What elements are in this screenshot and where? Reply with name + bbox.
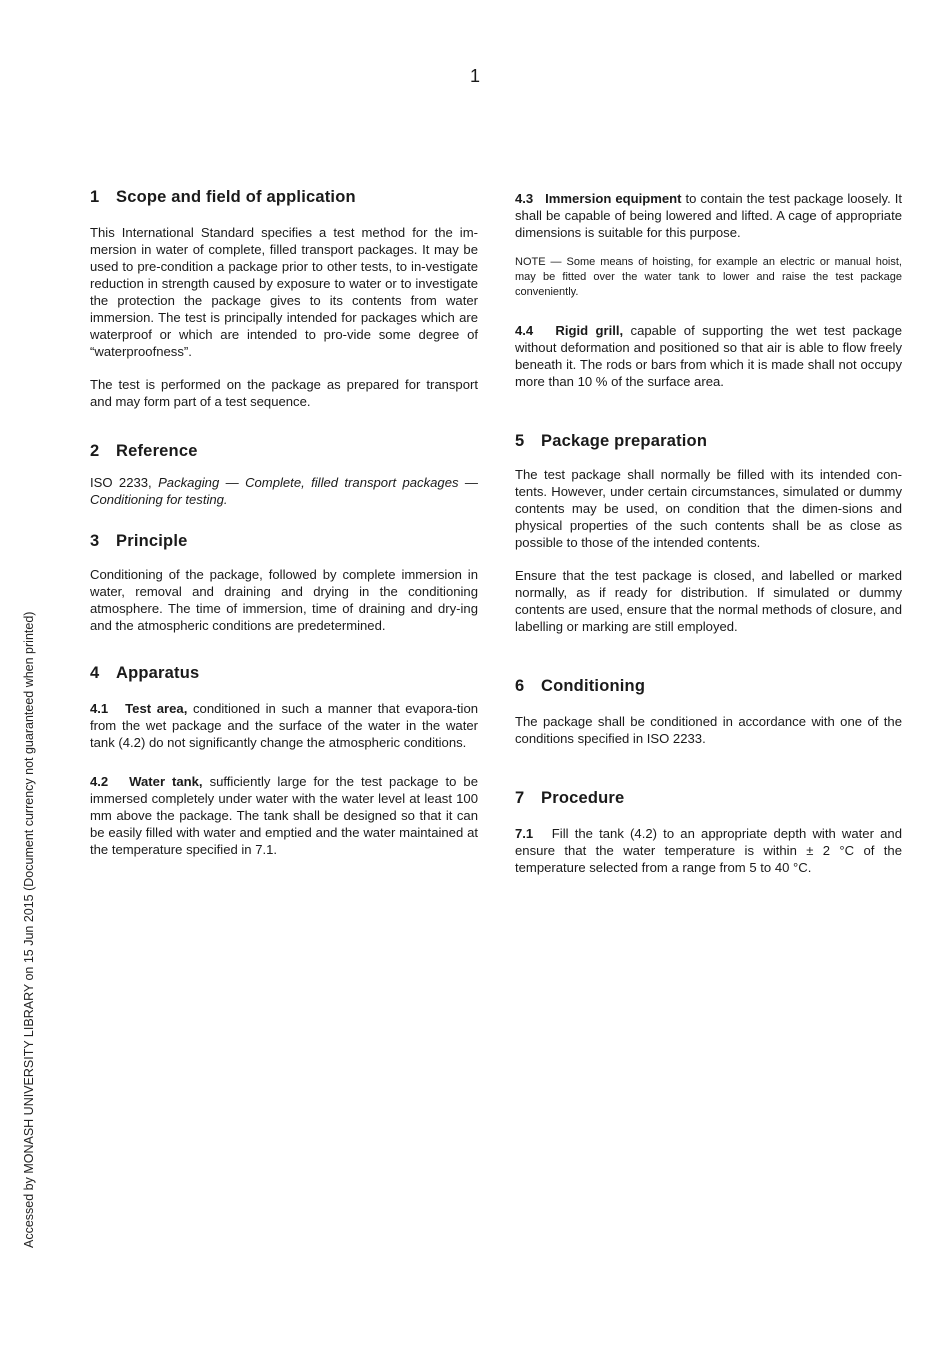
section-4-heading	[90, 662, 478, 684]
clause-heading: Immersion equipment	[545, 191, 682, 206]
clause-text: capable of supporting the wet test package without deformation and positioned so that air is able to flow freely beneath it. The rods or bars from which it is made shall not occupy more than 10 % of the surface area.	[515, 323, 902, 389]
section-number: 3	[90, 532, 100, 550]
reference-code: ISO 2233,	[90, 475, 152, 490]
section-title: Reference	[116, 442, 198, 460]
section-title: Scope and field of application	[116, 188, 356, 206]
clause-4-1	[90, 700, 478, 751]
section-5-heading	[515, 430, 902, 452]
clause-number: 4.1	[90, 701, 109, 716]
clause-4-2	[90, 773, 478, 858]
section-number: 5	[515, 432, 525, 450]
section-7-heading	[515, 787, 902, 809]
section-1-heading	[90, 186, 478, 208]
section-1-paragraph-1: This International Standard specifies a test method for the im-mersion in water of complete, filled transport packages. It may be used to pre-condition a package prior to other tests, to in-vestigate reduction in strength caused by exposure to water or to investigate the protection the package gives to its contents from water immersion. The test is principally intended for packages which are waterproof or which are intended to pro-vide some degree of “waterproofness”.	[90, 225, 478, 359]
section-number: 2	[90, 442, 100, 460]
reference-title: Packaging — Complete, filled transport packages — Conditioning for testing.	[90, 475, 478, 507]
clause-4-3	[515, 190, 902, 241]
clause-4-4	[515, 322, 902, 390]
section-5-paragraph-2: Ensure that the test package is closed, and labelled or marked normally, as if ready for distribution. If simulated or dummy contents are used, ensure that the normal methods of closure, and labelling or marking are still employed.	[515, 568, 902, 634]
section-6-paragraph-1: The package shall be conditioned in accordance with one of the conditions specified in ISO 2233.	[515, 714, 902, 746]
right-column	[515, 186, 902, 876]
left-column	[90, 186, 478, 858]
clause-text: to contain the test package loosely. It shall be capable of being lowered and lifted. A cage of appropriate dimensions is suitable for this purpose.	[515, 191, 902, 240]
section-1-paragraph-2: The test is performed on the package as prepared for transport and may form part of a test sequence.	[90, 377, 478, 409]
clause-heading: Rigid grill,	[555, 323, 624, 338]
section-number: 4	[90, 664, 100, 682]
clause-7-1	[515, 825, 902, 876]
access-watermark: Accessed by MONASH UNIVERSITY LIBRARY on 15 Jun 2015 (Document currency not guaranteed when printed)	[22, 611, 36, 1248]
section-title: Procedure	[541, 789, 625, 807]
section-number: 7	[515, 789, 525, 807]
clause-number: 7.1	[515, 826, 534, 841]
clause-heading: Water tank,	[129, 774, 203, 789]
section-6-heading	[515, 675, 902, 697]
section-5-paragraph-1: The test package shall normally be filled with its intended con-tents. However, under certain circumstances, simulated or dummy contents may be used, on condition that the dimen-sions and physical properties of the such contents shall be as close as possible to those of the intended contents.	[515, 467, 902, 550]
section-2-reference	[90, 474, 478, 508]
page-number: 1	[469, 66, 480, 86]
section-title: Principle	[116, 532, 188, 550]
clause-text: Fill the tank (4.2) to an appropriate depth with water and ensure that the water temperature is within ± 2 °C of the temperature selected from a range from 5 to 40 °C.	[515, 826, 902, 875]
clause-4-3-note: NOTE — Some means of hoisting, for example an electric or manual hoist, may be fitted over the water tank to lower and raise the test package conveniently.	[515, 256, 902, 298]
clause-number: 4.2	[90, 774, 109, 789]
clause-text: conditioned in such a manner that evapora-tion from the wet package and the surface of the water in the water tank (4.2) do not significantly change the atmospheric conditions.	[90, 701, 479, 750]
section-number: 1	[90, 188, 100, 206]
section-title: Conditioning	[541, 677, 646, 695]
clause-number: 4.3	[515, 191, 534, 206]
section-2-heading	[90, 440, 478, 462]
section-3-heading	[90, 530, 478, 552]
section-title: Apparatus	[116, 664, 200, 682]
clause-number: 4.4	[515, 323, 534, 338]
clause-text: sufficiently large for the test package to be immersed completely under water with the water level at least 100 mm above the package. The tank shall be designed so that it can be easily filled with water and emptied and the water maintained at the temperature specified in 7.1.	[90, 774, 478, 857]
section-3-paragraph-1: Conditioning of the package, followed by complete immersion in water, removal and draining and drying in the conditioning atmosphere. The time of immersion, time of draining and dry-ing and the atmospheric conditions are predetermined.	[90, 567, 478, 633]
clause-heading: Test area,	[125, 701, 188, 716]
section-title: Package preparation	[541, 432, 708, 450]
section-number: 6	[515, 677, 525, 695]
